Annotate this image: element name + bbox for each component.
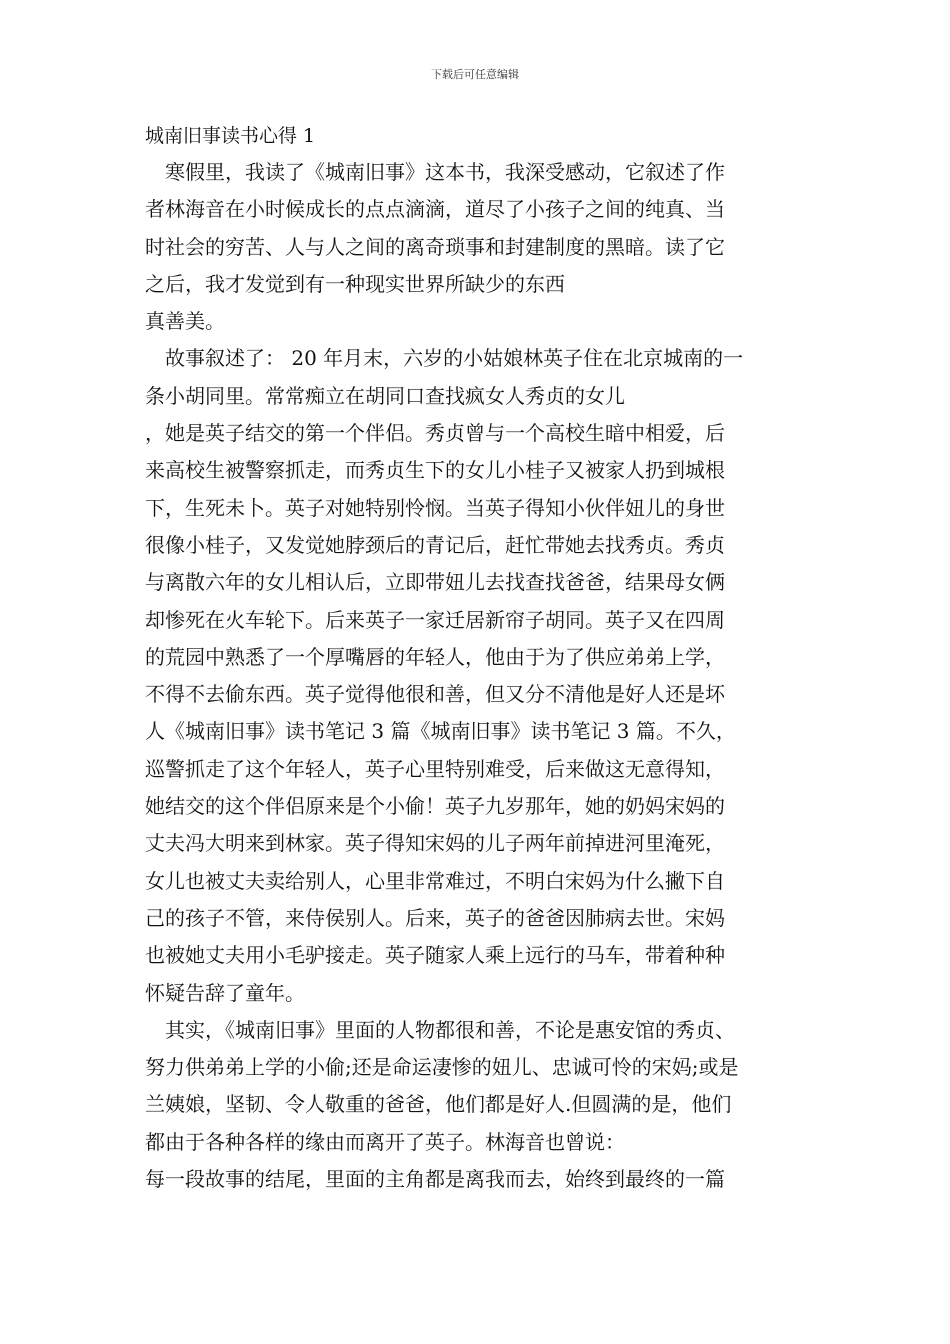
text-line: 女儿也被丈夫卖给别人，心里非常难过，不明白宋妈为什么撇下自 xyxy=(145,868,725,893)
text-line: 都由于各种各样的缘由而离开了英子。林海音也曾说： xyxy=(145,1129,625,1154)
text-line: 她结交的这个伴侣原来是个小偷！英子九岁那年，她的奶妈宋妈的 xyxy=(145,794,725,819)
text-line: 每一段故事的结尾，里面的主角都是离我而去，始终到最终的一篇 xyxy=(145,1167,725,1192)
document-body xyxy=(145,118,810,1198)
text-line: 丈夫冯大明来到林家。英子得知宋妈的儿子两年前掉进河里淹死， xyxy=(145,831,725,856)
text-line: 怀疑告辞了童年。 xyxy=(145,980,305,1005)
text-line: 很像小桂子，又发觉她脖颈后的青记后，赶忙带她去找秀贞。秀贞 xyxy=(145,532,725,557)
text-line: 也被她丈夫用小毛驴接走。英子随家人乘上远行的马车，带着种种 xyxy=(145,943,725,968)
text-line: 寒假里，我读了《城南旧事》这本书，我深受感动，它叙述了作 xyxy=(145,160,725,184)
text-line: 不得不去偷东西。英子觉得他很和善，但又分不清他是好人还是坏 xyxy=(145,682,725,707)
text-line: 之后，我才发觉到有一种现实世界所缺少的东西 xyxy=(145,271,565,296)
text-line: 人《城南旧事》读书笔记 3 篇《城南旧事》读书笔记 3 篇。不久， xyxy=(145,719,736,744)
text-line: 的荒园中熟悉了一个厚嘴唇的年轻人，他由于为了供应弟弟上学， xyxy=(145,644,725,669)
text-line: 条小胡同里。常常痴立在胡同口查找疯女人秀贞的女儿 xyxy=(145,383,625,408)
text-line: 者林海音在小时候成长的点点滴滴，道尽了小孩子之间的纯真、当 xyxy=(145,197,725,222)
text-line: 其实，《城南旧事》里面的人物都很和善，不论是惠安馆的秀贞、 xyxy=(145,1017,735,1042)
text-line: 巡警抓走了这个年轻人，英子心里特别难受，后来做这无意得知， xyxy=(145,756,725,781)
text-line: 与离散六年的女儿相认后，立即带妞儿去找查找爸爸，结果母女俩 xyxy=(145,570,725,595)
text-line: ，她是英子结交的第一个伴侣。秀贞曾与一个高校生暗中相爱，后 xyxy=(145,421,725,446)
text-line: 故事叙述了： 20 年月末，六岁的小姑娘林英子住在北京城南的一 xyxy=(145,346,744,371)
paragraph-3 xyxy=(145,1012,810,1198)
text-line: 下，生死未卜。英子对她特别怜悯。当英子得知小伙伴妞儿的身世 xyxy=(145,495,725,520)
text-line: 来高校生被警察抓走，而秀贞生下的女儿小桂子又被家人扔到城根 xyxy=(145,458,725,483)
page-header-note: 下载后可任意编辑 xyxy=(431,68,519,81)
text-line: 努力供弟弟上学的小偷;还是命运凄惨的妞儿、忠诚可怜的宋妈;或是 xyxy=(145,1055,739,1080)
paragraph-2 xyxy=(145,340,810,1011)
paragraph-1 xyxy=(145,154,810,340)
text-line: 却惨死在火车轮下。后来英子一家迁居新帘子胡同。英子又在四周 xyxy=(145,607,725,632)
text-line: 兰姨娘，坚韧、令人敬重的爸爸，他们都是好人.但圆满的是，他们 xyxy=(145,1092,732,1117)
document-title: 城南旧事读书心得 1 xyxy=(145,125,316,147)
text-line: 己的孩子不管，来侍侯别人。后来，英子的爸爸因肺病去世。宋妈 xyxy=(145,905,725,930)
text-line: 真善美。 xyxy=(145,309,225,334)
text-line: 时社会的穷苦、人与人之间的离奇琐事和封建制度的黑暗。读了它 xyxy=(145,234,725,259)
